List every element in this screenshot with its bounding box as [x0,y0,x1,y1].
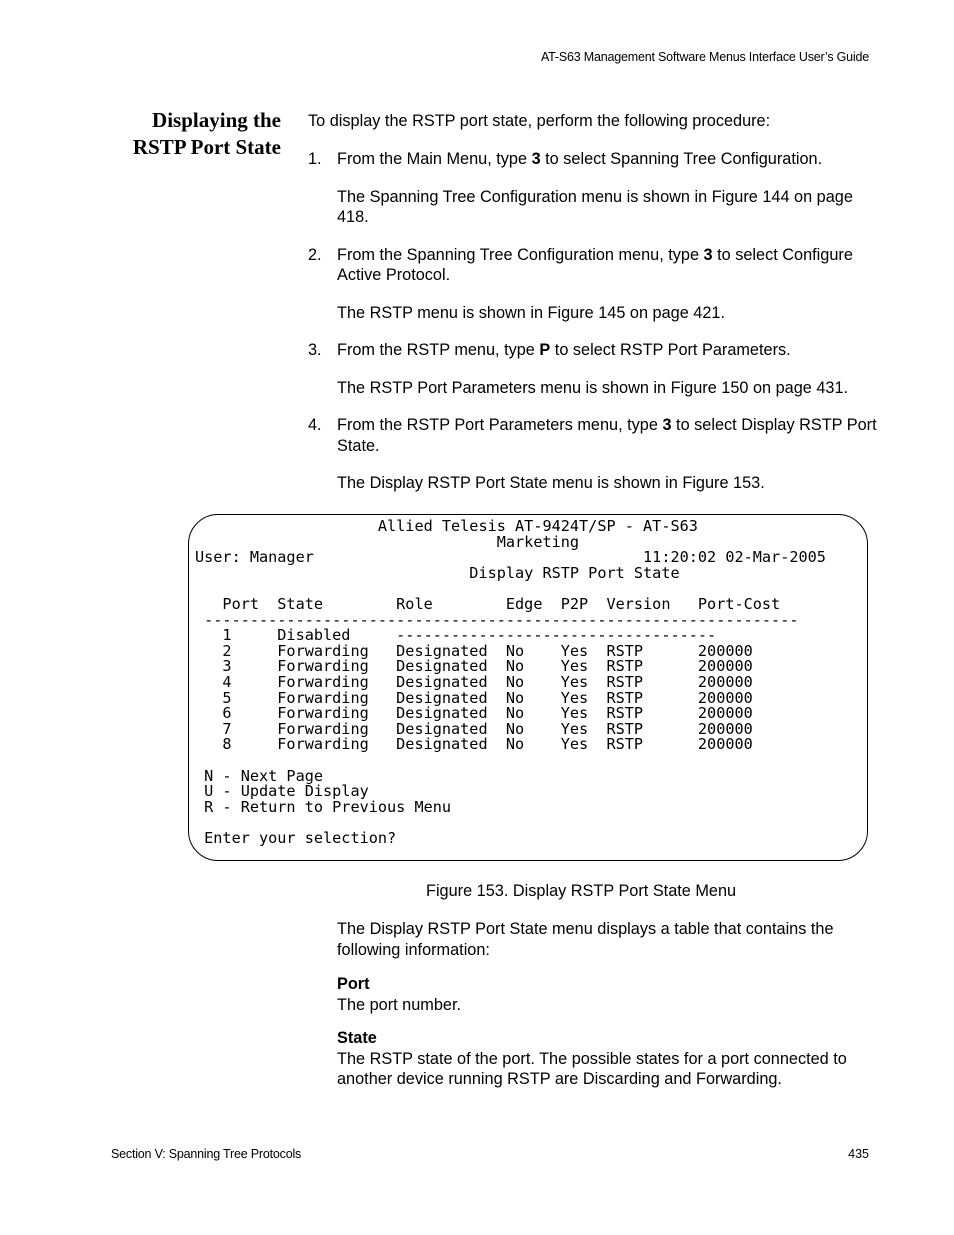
table-description: The Display RSTP Port State menu displays a table that contains the following information: [337,920,834,959]
running-header: AT-S63 Management Software Menus Interface User’s Guide [540,50,869,64]
step-key: 3 [662,416,672,434]
step-key: P [539,341,551,359]
step-note: The RSTP Port Parameters menu is shown in Figure 150 on page 431. [337,378,849,397]
definition-term: State [337,1029,377,1047]
step-text: From the Main Menu, type 3 to select Spanning Tree Configuration. [337,150,823,168]
intro-text: To display the RSTP port state, perform the following procedure: [308,112,771,130]
step-key: 3 [531,150,541,168]
step-4 [308,415,878,494]
step-text: From the RSTP Port Parameters menu, type 3 to select Display RSTP Port State. [337,416,877,455]
definition-description: The RSTP state of the port. The possible states for a port connected to another device running RSTP are Discarding and Forwarding. [337,1049,847,1088]
section-heading-line2: RSTP Port State [132,135,281,159]
definition-description: The port number. [337,995,461,1014]
definition-port [337,974,877,1015]
step-note: The Display RSTP Port State menu is shown in Figure 153. [337,474,765,492]
step-text: From the Spanning Tree Configuration menu, type 3 to select Configure Active Protocol. [337,245,853,284]
definition-state [337,1028,877,1090]
step-number: 4. [308,416,322,434]
figure-caption: Figure 153. Display RSTP Port State Menu [426,882,737,900]
section-heading-line1: Displaying the [152,108,281,132]
step-note: The Spanning Tree Configuration menu is shown in Figure 144 on page 418. [337,187,853,226]
section-heading [100,107,281,161]
definition-term: Port [337,975,370,993]
step-3 [308,340,878,415]
footer-section: Section V: Spanning Tree Protocols [111,1147,302,1161]
procedure-steps [308,149,878,494]
step-note: The RSTP menu is shown in Figure 145 on page 421. [337,303,725,322]
terminal-text: Allied Telesis AT-9424T/SP - AT-S63 Marketing User: Manager 11:20:02 02-Mar-2005 Display RSTP Port State Port State Role Edge P2P Version Port-Cost ----------------------------------------------------------------- 1 Disabled ----------------------------------- 2 Forwarding Designated No Yes RSTP 200000 3 Forwarding Designated No Yes RSTP 200000 4 Forwarding Designated No Yes RSTP 200000 5 Forwarding Designated No Yes RSTP 200000 6 Forwarding Designated No Yes RSTP 200000 7 Forwarding Designated No Yes RSTP 200000 8 Forwarding Designated No Yes RSTP 200000 N - Next Page U - Update Display R - Return to Previous Menu Enter your selection? [195,517,826,847]
step-1 [308,149,878,245]
step-number: 2. [308,245,322,264]
step-text: From the RSTP menu, type P to select RSTP Port Parameters. [337,341,791,359]
terminal-screen-figure [188,514,868,861]
step-number: 3. [308,341,322,359]
step-key: 3 [703,245,713,264]
step-2 [308,245,878,341]
page-number: 435 [848,1147,869,1161]
step-number: 1. [308,150,322,168]
